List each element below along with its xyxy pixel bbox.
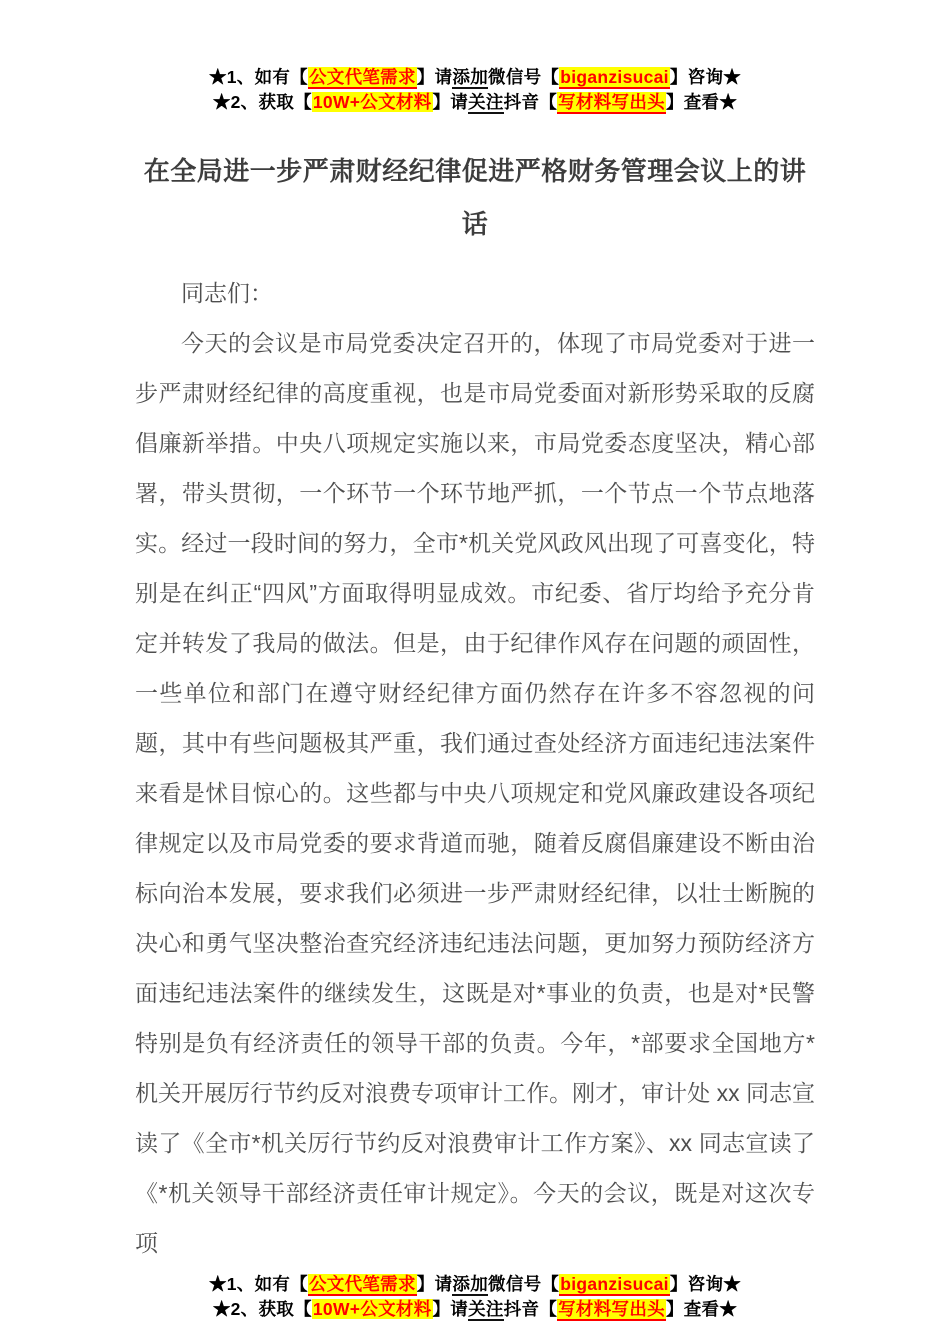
promo-prefix: ★2、获取【	[212, 92, 312, 112]
promo-highlight-materials: 10W+公文材料	[312, 92, 432, 112]
promo-highlight-wechat-id: biganzisucai	[560, 67, 669, 87]
promo-highlight-douyin-id: 写材料写出头	[558, 1299, 665, 1319]
body-paragraph: 今天的会议是市局党委决定召开的，体现了市局党委对于进一步严肃财经纪律的高度重视，也是市局党委面对新形势采取的反腐倡廉新举措。中央八项规定实施以来，市局党委态度坚决，精心部署，带头贯彻，一个环节一个环节地严抓，一个节点一个节点地落实。经过一段时间的努力，全市*机关党风政风出现了可喜变化，特别是在纠正“四风”方面取得明显成效。市纪委、省厅均给予充分肯定并转发了我局的做法。但是，由于纪律作风存在问题的顽固性，一些单位和部门在遵守财经纪律方面仍然存在许多不容忽视的问题，其中有些问题极其严重，我们通过查处经济方面违纪违法案件来看是怵目惊心的。这些都与中央八项规定和党风廉政建设各项纪律规定以及市局党委的要求背道而驰，随着反腐倡廉建设不断由治标向治本发展，要求我们必须进一步严肃财经纪律，以壮士断腕的决心和勇气坚决整治查究经济违纪违法问题，更加努力预防经济方面违纪违法案件的继续发生，这既是对*事业的负责，也是对*民警特别是负有经济责任的领导干部的负责。今年，*部要求全国地方*机关开展厉行节约反对浪费专项审计工作。刚才，审计处 xx 同志宣读了《全市*机关厉行节约反对浪费审计工作方案》、xx 同志宣读了《*机关领导干部经济责任审计规定》。今天的会议，既是对这次专项	[135, 330, 815, 1256]
promo-line-2	[0, 90, 950, 115]
promo-suffix: 】查看★	[665, 92, 738, 112]
promo-highlight-service: 公文代笔需求	[308, 1274, 416, 1294]
promo-highlight-douyin-id: 写材料写出头	[558, 92, 665, 112]
promo-underline-word: 添加	[452, 1274, 489, 1294]
promo-bracket: 】请	[432, 92, 469, 112]
promo-line-1	[0, 1272, 950, 1297]
promo-underline-word: 关注	[468, 92, 504, 112]
promo-bracket: 】请	[416, 1274, 453, 1294]
promo-bracket: 】请	[416, 67, 453, 87]
promo-prefix: ★2、获取【	[212, 1299, 312, 1319]
promo-middle: 抖音【	[503, 1299, 558, 1319]
promo-suffix: 】咨询★	[669, 67, 742, 87]
promo-highlight-service: 公文代笔需求	[308, 67, 416, 87]
document-title: 在全局进一步严肃财经纪律促进严格财务管理会议上的讲话	[143, 156, 807, 239]
promo-prefix: ★1、如有【	[208, 67, 308, 87]
promo-line-1	[0, 65, 950, 90]
promo-prefix: ★1、如有【	[208, 1274, 308, 1294]
promo-highlight-materials: 10W+公文材料	[312, 1299, 432, 1319]
document-body	[135, 268, 815, 1268]
promo-bracket: 】请	[432, 1299, 469, 1319]
promo-underline-word: 添加	[452, 67, 489, 87]
promo-middle: 抖音【	[503, 92, 558, 112]
salutation-paragraph: 同志们：	[181, 280, 273, 306]
promo-suffix: 】咨询★	[669, 1274, 742, 1294]
promo-underline-word: 关注	[468, 1299, 504, 1319]
promo-middle: 微信号【	[488, 67, 560, 87]
promo-highlight-wechat-id: biganzisucai	[560, 1274, 669, 1294]
promo-line-2	[0, 1297, 950, 1322]
promo-banner-bottom	[0, 1272, 950, 1322]
promo-suffix: 】查看★	[665, 1299, 738, 1319]
promo-banner-top	[0, 0, 950, 115]
promo-middle: 微信号【	[488, 1274, 560, 1294]
